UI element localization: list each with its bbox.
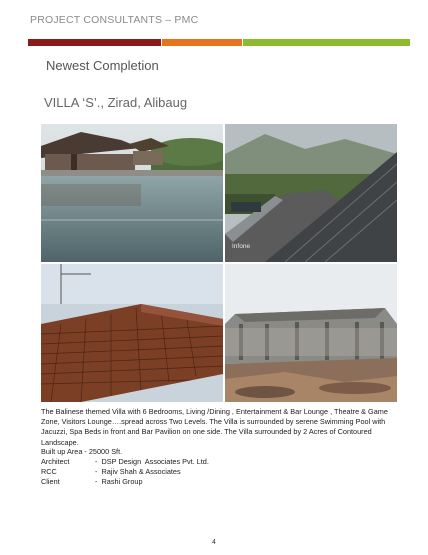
- header-bar-red: [28, 39, 161, 46]
- spec-label: RCC: [41, 467, 57, 476]
- project-description: The Balinese themed Villa with 6 Bedrooms, Living /Dining , Entertainment & Bar Lounge , Theatre & Game Zone, Visitors Lounge….spread across Two Levels. The Villa is surrounded by serene Swimming Pool with Jacuzzi, Spa Beds in front and Bar Pavilion on one side. The Villa surrounded by 2 Acres of Contoured Landscape.: [41, 407, 388, 447]
- spec-label: Built up Area -: [41, 447, 87, 456]
- spec-value: - Rashi Group: [91, 477, 143, 486]
- project-specs: [41, 447, 209, 487]
- section-title: Newest Completion: [46, 58, 159, 73]
- spec-value: 25000 Sft.: [86, 447, 123, 456]
- spec-row-client: [41, 477, 209, 487]
- spec-value: - DSP Design Associates Pvt. Ltd.: [91, 457, 209, 466]
- spec-label: Client: [41, 477, 60, 486]
- photo-villa-roofs: [225, 124, 397, 262]
- header-bar-orange: [162, 39, 242, 46]
- spec-row-architect: [41, 457, 209, 467]
- header-title: PROJECT CONSULTANTS – PMC: [30, 14, 199, 26]
- spec-row-rcc: [41, 467, 209, 477]
- photo-villa-pool: [41, 124, 223, 262]
- spec-value: - Rajiv Shah & Associates: [91, 467, 181, 476]
- spec-row-built-up-area: [41, 447, 209, 457]
- header-bar-green: [243, 39, 410, 46]
- photo-construction: [225, 264, 397, 402]
- photo-watermark: Infone: [232, 243, 251, 250]
- page-number: 4: [212, 539, 216, 546]
- photo-roof-rebar: [41, 264, 223, 402]
- project-title: VILLA ‘S’., Zirad, Alibaug: [44, 95, 188, 110]
- spec-label: Architect: [41, 457, 70, 466]
